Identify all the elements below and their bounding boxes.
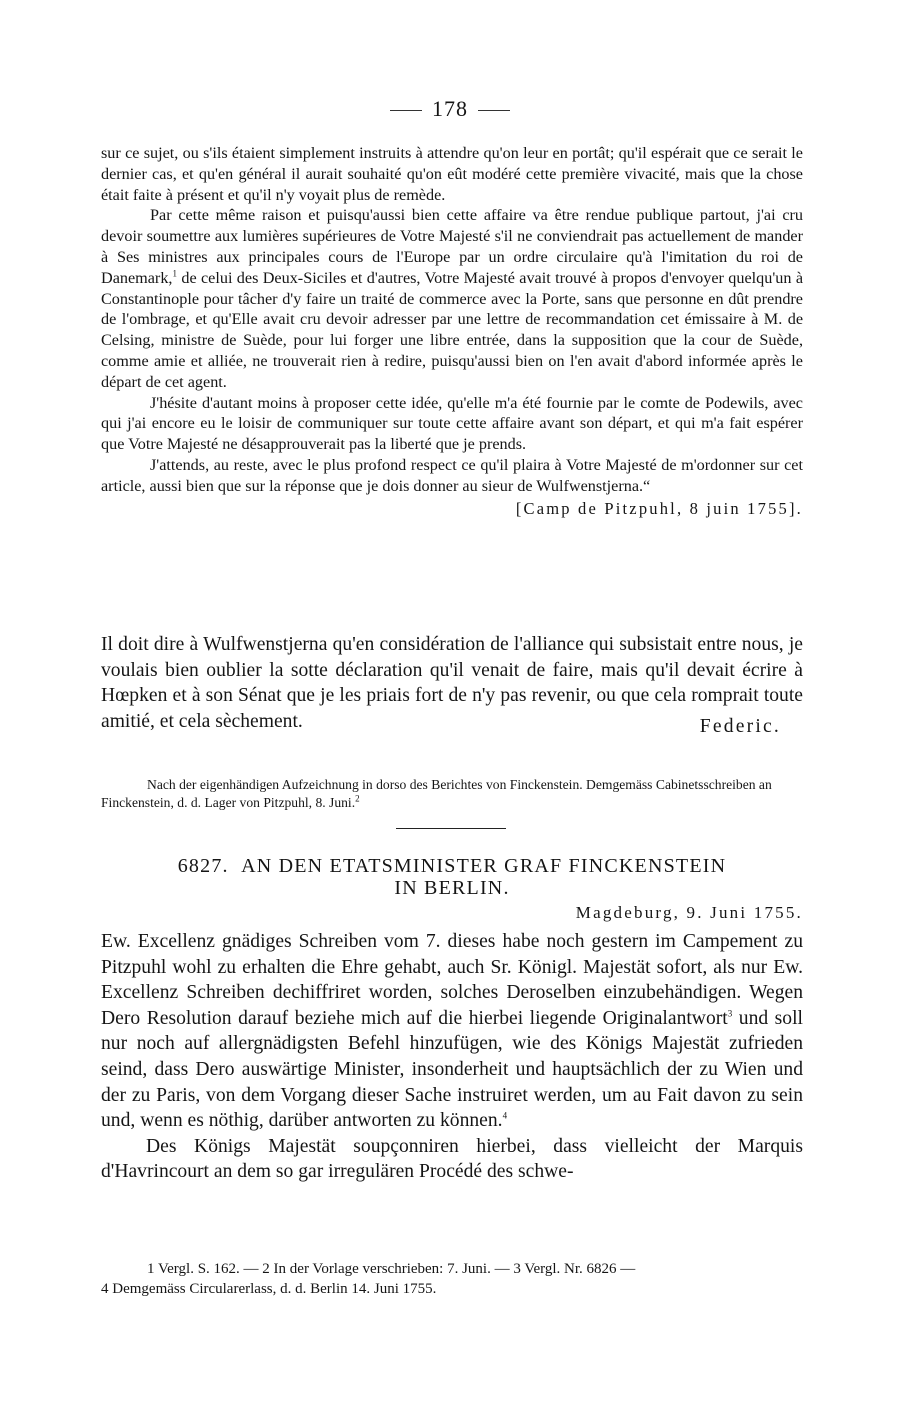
source-note: Nach der eigenhändigen Aufzeichnung in dorso des Berichtes von Finckenstein. Demgemäss Cabinetsschreiben an Finckenstein, d. d. Lager von Pitzpuhl, 8. Juni.$^2$ — [101, 777, 772, 810]
header-dash-left — [390, 110, 422, 111]
letter-paragraph: J'hésite d'autant moins à proposer cette idée, qu'elle m'a été fournie par le comte de Podewils, avec qui j'ai encore eu le loisir de communiquer sur toute cette affaire avant son départ, et qui m'a fait espérer que Votre Majesté ne désapprouverait pas la liberté que je prends. — [101, 393, 803, 454]
footnote-line: 4 Demgemäss Circularerlass, d. d. Berlin 14. Juni 1755. — [101, 1281, 437, 1297]
german-paragraph: Ew. Excellenz gnädiges Schreiben vom 7. dieses habe noch gestern im Campement zu Pitzpuhl wohl zu erhalten die Ehre gehabt, auch Sr. Königl. Majestät sofort, als nur Ew. Excellenz Schreiben dechiffriret worden, solches Deroselben einzubehändigen. Wegen Dero Resolution darauf beziehe mich auf die hierbei liegende Originalantwort$^3$ und soll nur noch auf allergnädigsten Befehl hinzufügen, wie des Königs Majestät zufrieden seind, dass Dero auswärtige Minister, insonderheit und hauptsächlich der zu Wien und der zu Paris, von dem Vorgang dieser Sache instruiret werden, um au Fait davon zu sein und, wenn es nöthig, darüber antworten zu können.$^4$ — [101, 931, 803, 1132]
letter-paragraph: sur ce sujet, ou s'ils étaient simplement instruits à attendre qu'on leur en portât; qu'il espérait que ce serait le dernier cas, et qu'en général il aurait souhaité qu'on eût modéré cette première vivacité, mais que la chose était faite à présent et qu'il n'y voyait plus de remède. — [101, 144, 803, 204]
german-letter — [101, 929, 803, 1185]
page-number: 178 — [432, 96, 468, 121]
page-header — [0, 96, 900, 122]
header-dash-right — [478, 110, 510, 111]
letter-paragraph: Par cette même raison et puisqu'aussi bien cette affaire va être rendue publique partout, j'ai cru devoir soumettre aux lumières supérieures de Votre Majesté s'il ne conviendrait pas actuellement de mander à Ses ministres aux principales cours de l'Europe par un ordre circulaire qu'à l'imitation du roi de Danemark,$^1$ de celui des Deux-Siciles et d'autres, Votre Majesté avait trouvé à propos d'envoyer quelqu'un à Constantinople pour tâcher d'y faire un traité de commerce avec la Porte, sans que personne en dût prendre de l'ombrage, et qu'Elle avait cru devoir adresser par une lettre de recommandation cet émissaire à M. de Celsing, ministre de Suède, pour lui forger une libre entrée, dans la supposition que la cour de Suède, comme amie et alliée, ne trouverait rien à redire, puisqu'aussi bien on l'en avait d'abord informée après le départ de cet agent. — [101, 206, 804, 391]
document-place-date: Magdeburg, 9. Juni 1755. — [575, 903, 803, 922]
footnotes — [101, 1259, 803, 1299]
footnote-ref: 4 — [502, 1110, 508, 1121]
footnote-line: 1 Vergl. S. 162. — 2 In der Vorlage verschrieben: 7. Juni. — 3 Vergl. Nr. 6826 — — [147, 1261, 636, 1277]
letter-paragraph: J'attends, au reste, avec le plus profond respect ce qu'il plaira à Votre Majesté de m'ordonner sur cet article, aussi bien que sur la réponse que je dois donner au sieur de Wulfwenstjerna.“ — [101, 455, 803, 495]
document-number: 6827. — [177, 855, 229, 877]
section-divider — [396, 828, 506, 829]
german-paragraph: Des Königs Majestät soupçonniren hierbei, dass vielleicht der Marquis d'Havrincourt an dem so gar irregulären Procédé des schwe- — [101, 1135, 803, 1183]
heading-line-1 — [101, 855, 803, 877]
document-title: AN DEN ETATSMINISTER GRAF FINCKENSTEIN — [241, 855, 727, 877]
heading-line-2: IN BERLIN. — [394, 877, 510, 899]
camp-date: [Camp de Pitzpuhl, 8 juin 1755]. — [515, 498, 803, 518]
signature: Federic. — [699, 716, 781, 738]
footnote-ref: 2 — [355, 793, 360, 804]
king-response — [101, 632, 803, 740]
response-text: Il doit dire à Wulfwenstjerna qu'en considération de l'alliance qui subsistait entre nous, je voulais bien oublier la sotte déclaration qu'il venait de faire, mais qu'il devait écrire à Hœpken et à son Sénat que je les priais fort de n'y pas revenir, ou que cela romprait toute amitié, et cela sèchement. — [101, 634, 803, 732]
document-heading — [101, 855, 803, 899]
footnote-ref: 3 — [727, 1008, 733, 1019]
footnote-ref: 1 — [172, 268, 177, 279]
letter-text — [101, 143, 803, 519]
